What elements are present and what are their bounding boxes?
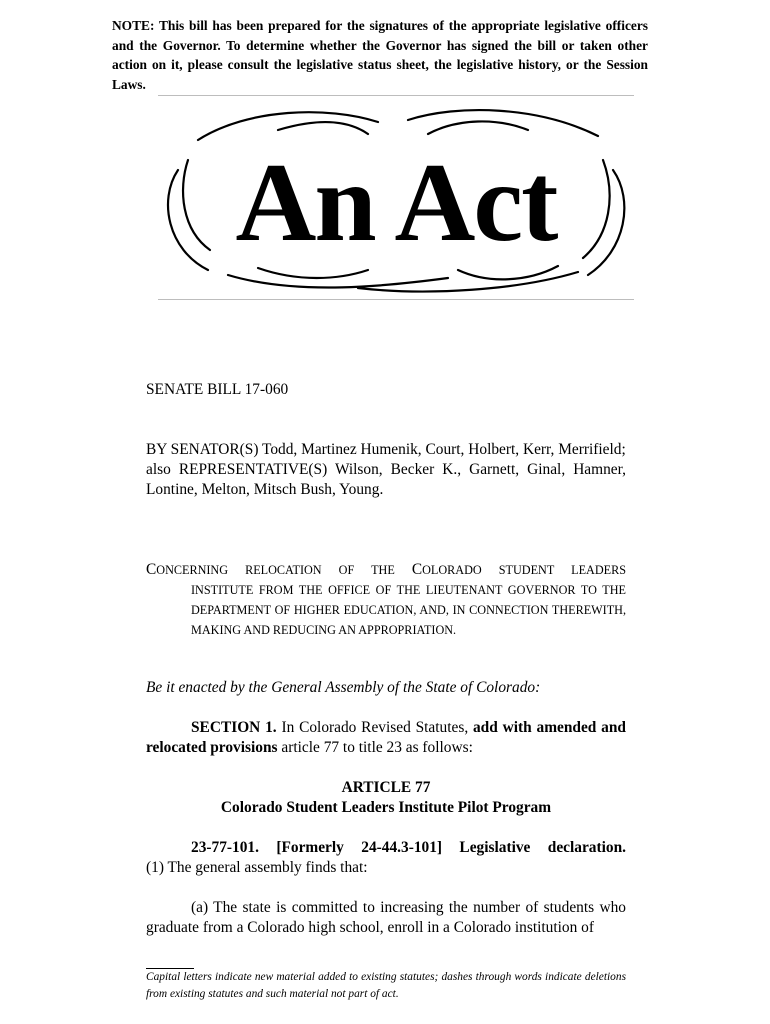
enacting-clause: Be it enacted by the General Assembly of the State of Colorado: [146,679,541,696]
house-sponsors: also REPRESENTATIVE(S) Wilson, Becker K., Garnett, Ginal, Hamner, Lontine, Melton, Mitsch Bush, Young. [146,461,626,498]
bill-title-continuation: INSTITUTE FROM THE OFFICE OF THE LIEUTENANT GOVERNOR TO THE DEPARTMENT OF HIGHER EDUCATION, AND, IN CONNECTION THEREWITH, MAKING AND REDUCING AN APPROPRIATION. [191,583,626,637]
flourish-ornament [158,100,634,296]
paragraph-a: (a) The state is committed to increasing the number of students who graduate from a Colorado high school, enroll in a Colorado institution of [146,899,626,936]
sponsors-block [146,440,626,500]
article-title: Colorado Student Leaders Institute Pilot Program [220,799,552,816]
subsection-1: (1) The general assembly finds that: [146,859,368,876]
banner-top-rule [158,95,634,96]
bill-title-first-line: CONCERNING RELOCATION OF THE COLORADO STUDENT LEADERS [146,561,626,578]
banner-bottom-rule [158,299,634,300]
bill-number: SENATE BILL 17-060 [146,381,289,398]
banner-title: An Act [235,141,557,265]
an-act-banner [158,100,634,296]
article-heading [146,778,626,818]
legislative-note: NOTE: This bill has been prepared for the signatures of the appropriate legislative officers and the Governor. To determine whether the Governor has signed the bill or taken other action on it, please consult the legislative status sheet, the legislative history, or the Session Laws. [112,18,648,92]
article-number: ARTICLE 77 [341,779,431,796]
senate-sponsors: BY SENATOR(S) Todd, Martinez Humenik, Court, Holbert, Kerr, Merrifield; [146,441,626,458]
bill-title [146,560,626,640]
section-heading: 23-77-101. [Formerly 24-44.3-101] Legislative declaration. [191,839,626,856]
section-1: SECTION 1. In Colorado Revised Statutes, add with amended and relocated provisions article 77 to title 23 as follows: [146,719,626,756]
section-23-77-101 [146,838,626,878]
footnote: Capital letters indicate new material added to existing statutes; dashes through words indicate deletions from existing statutes and such material not part of act. [146,971,626,1000]
